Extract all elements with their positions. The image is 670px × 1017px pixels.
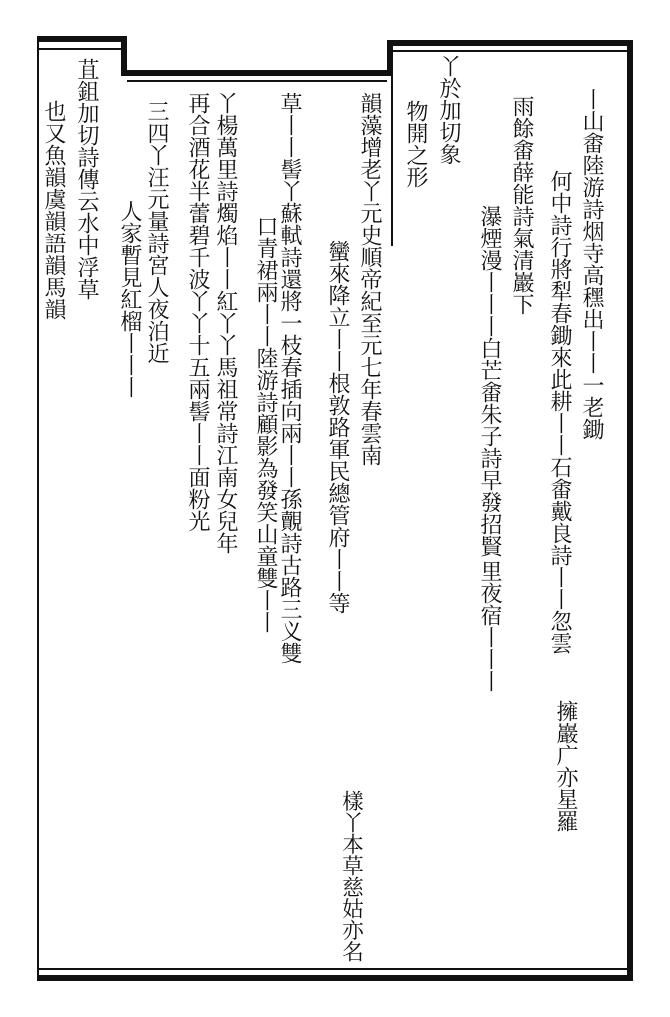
top-border-middle xyxy=(121,70,393,76)
text-column-2: 何中詩行將犁春鋤來此耕丨丨石畬戴良詩丨丨忽雲 xyxy=(547,170,572,654)
text-column-6: 里夜宿丨丨丨 xyxy=(477,560,502,692)
text-column-14: 丫楊萬里詩燭焰丨丨紅丫丫馬祖常詩江南女兒年 xyxy=(213,92,238,554)
text-column-17: 人家暫見紅榴丨丨丨 xyxy=(117,200,142,398)
inner-top-line-right xyxy=(393,50,633,52)
inner-top-line-mid xyxy=(127,80,387,82)
text-column-1: 丨山畬陸游詩烟寺高䆀出丨丨一老鋤 xyxy=(579,88,604,440)
bottom-inner-line xyxy=(37,968,627,970)
text-column-3: 擁巖广亦星羅 xyxy=(553,700,578,832)
text-column-11: 樣丫本草慈姑亦名 xyxy=(338,790,364,962)
text-column-5: 瀑煙漫丨丨丨白芒畬朱子詩早發招賢 xyxy=(477,205,502,557)
text-column-7: 丫於加切象 xyxy=(436,55,461,165)
column-divider xyxy=(391,76,393,246)
text-column-16: 三四丫汪元量詩宮人夜泊近 xyxy=(144,100,169,364)
bottom-border xyxy=(37,975,633,981)
text-column-10: 蠻來降立丨丨根敦路軍民總管府丨丨等 xyxy=(325,240,350,614)
top-border-right xyxy=(387,40,633,46)
text-column-9: 韻藻增老丫元史順帝紀至元七年春雲南 xyxy=(357,92,382,466)
inner-top-line xyxy=(37,48,121,50)
text-column-13: 口青裙兩丨丨陸游詩顧影為發笑山童雙丨丨 xyxy=(253,215,278,633)
top-border-left xyxy=(37,36,127,42)
text-column-4: 雨餘畬薛能詩氣清巖下 xyxy=(509,95,534,315)
text-column-12: 草丨丨髻丫蘇軾詩還將一枝春插向兩丨丨孫覿詩古路三义雙 xyxy=(277,92,302,664)
left-border xyxy=(37,36,39,981)
text-column-18: 苴鉏加切詩傳云水中浮草 xyxy=(74,58,99,300)
text-column-15: 再合酒花半蕾碧千波丫丫十五兩髻丨丨面粉光 xyxy=(185,92,210,532)
text-column-19: 也又魚韻虞韻語韻馬韻 xyxy=(41,100,66,320)
right-border xyxy=(627,40,633,980)
text-column-8: 物開之形 xyxy=(403,100,428,188)
